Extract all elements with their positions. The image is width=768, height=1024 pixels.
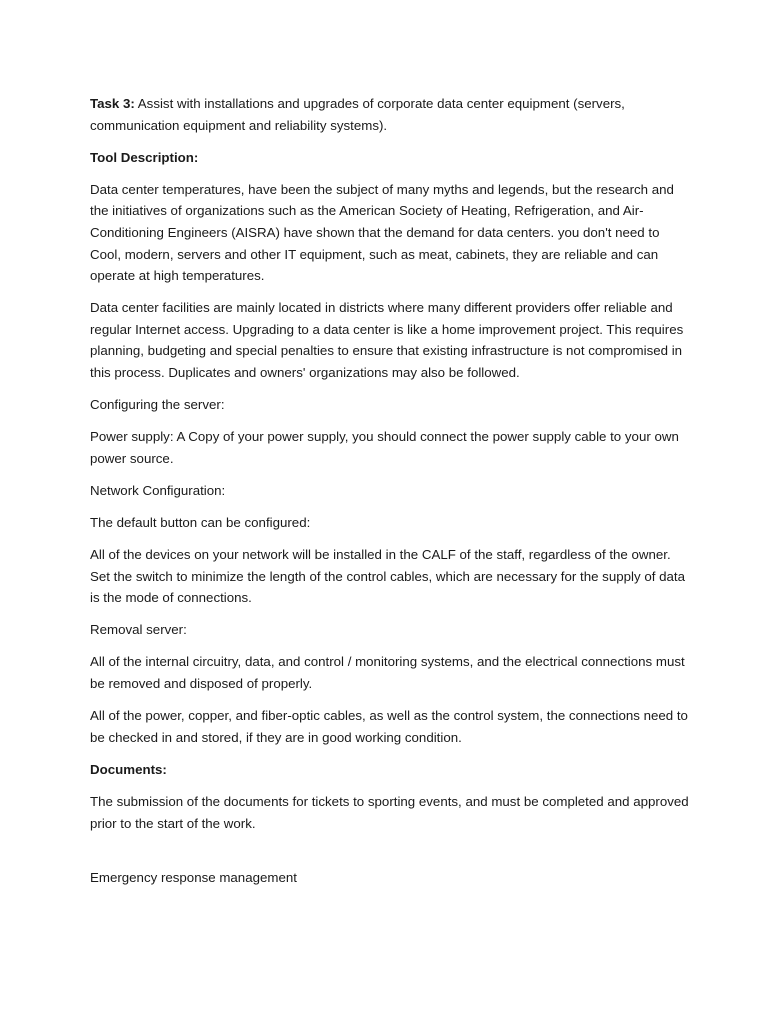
configuring-server-heading: Configuring the server: <box>90 397 225 413</box>
document-body <box>90 93 690 899</box>
default-button-paragraph: The default button can be configured: <box>90 515 311 530</box>
paragraph-documents: The submission of the documents for tickets to sporting events, and must be completed and approved prior to the start of the work. <box>90 793 689 831</box>
network-configuration-heading: Network Configuration: <box>90 482 226 498</box>
task-label: Task 3: <box>90 96 135 111</box>
tool-description-heading: Tool Description: <box>90 149 199 165</box>
paragraph-facilities: Data center facilities are mainly located in districts where many different providers offer reliable and regular Internet access. Upgrading to a data center is like a home improvement project. This requires planning, budgeting and special penalties to ensure that existing infrastructure is not compromised in this process. Duplicates and owners' organizations may also be followed. <box>90 300 684 381</box>
task-paragraph <box>90 93 690 136</box>
paragraph-removal-cables: All of the power, copper, and fiber-optic cables, as well as the control system, the connections need to be checked in and stored, if they are in good working condition. <box>90 708 688 745</box>
emergency-response-heading: Emergency response management <box>90 869 297 885</box>
blank-line <box>90 845 690 867</box>
paragraph-devices: All of the devices on your network will be installed in the CALF of the staff, regardless of the owner. Set the switch to minimize the length of the control cables, which are necessary for the supply of data is the mode of connections. <box>90 547 685 606</box>
paragraph-removal-circuitry: All of the internal circuitry, data, and control / monitoring systems, and the electrical connections must be removed and disposed of properly. <box>90 654 685 692</box>
documents-heading: Documents: <box>90 761 167 777</box>
task-text: Assist with installations and upgrades of corporate data center equipment (servers, communication equipment and reliability systems). <box>90 96 625 133</box>
removal-server-heading: Removal server: <box>90 622 187 638</box>
paragraph-temperatures: Data center temperatures, have been the subject of many myths and legends, but the research and the initiatives of organizations such as the American Society of Heating, Refrigeration, and Air-Conditioning Engineers (AISRA) have shown that the demand for data centers. you don't need to Cool, modern, servers and other IT equipment, such as meat, cabinets, they are reliable and can operate at high temperatures. <box>90 181 674 284</box>
power-supply-paragraph: Power supply: A Copy of your power supply, you should connect the power supply cable to your own power source. <box>90 429 679 466</box>
